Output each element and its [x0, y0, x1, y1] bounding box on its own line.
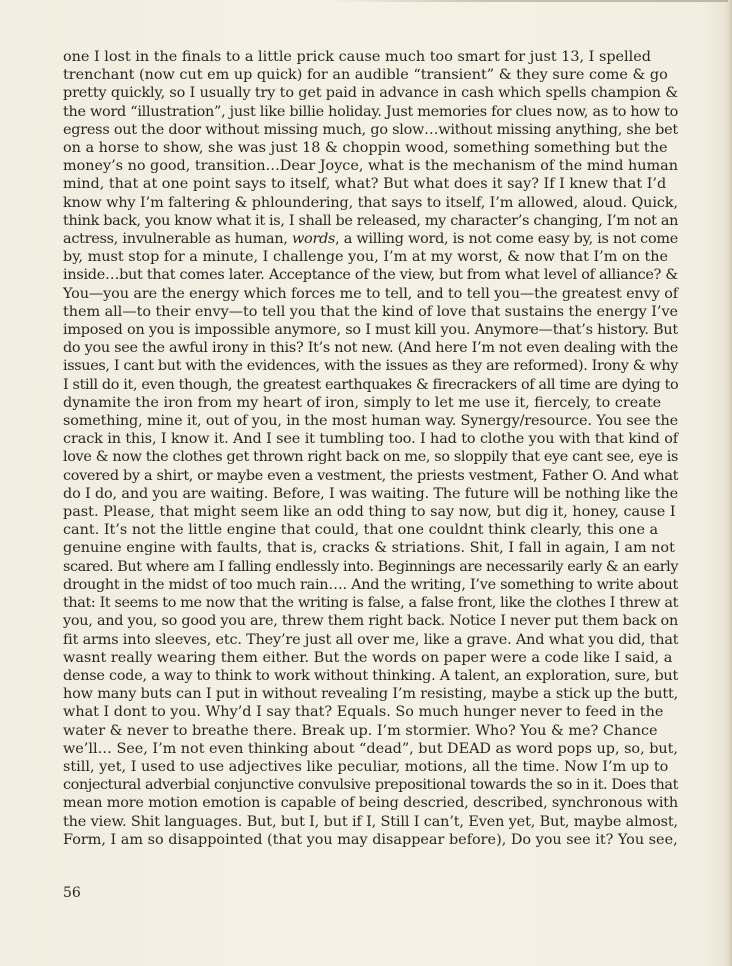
body-text [63, 48, 678, 849]
text-line: dense code, a way to think to work without thinking. A talent, an exploration, sure, but [63, 667, 678, 684]
text-line: mean more motion emotion is capable of being descried, described, synchronous with [63, 795, 678, 812]
text-line: the view. Shit languages. But, but I, but if I, Still I can’t, Even yet, But, maybe almost, [63, 813, 679, 830]
text-line: water & never to breathe there. Break up. I’m stormier. Who? You & me? Chance [63, 722, 658, 739]
emphasis-word: words [292, 231, 336, 248]
text-line: scared. But where am I falling endlessly into. Beginnings are necessarily early & an early [63, 558, 679, 575]
text-line: drought in the midst of too much rain…. And the writing, I’ve something to write about [63, 576, 678, 593]
text-line: actress, invulnerable as human, words, a willing word, is not come easy by, is not come [63, 231, 679, 248]
text-line: still, yet, I used to use adjectives like peculiar, motions, all the time. Now I’m up to [63, 758, 669, 775]
text-line: what I dont to you. Why’d I say that? Equals. So much hunger never to feed in the [63, 704, 664, 721]
text-line: you, and you, so good you are, threw them right back. Notice I never put them back on [63, 613, 678, 630]
text-line: on a horse to show, she was just 18 & choppin wood, something something but the [63, 140, 668, 157]
page-right-edge [728, 0, 732, 966]
text-line: Form, I am so disappointed (that you may disappear before), Do you see it? You see, [63, 831, 678, 848]
text-line: covered by a shirt, or maybe even a vestment, the priests vestment, Father O. And what [63, 467, 679, 484]
text-line: pretty quickly, so I usually try to get paid in advance in cash which spells champion & [63, 85, 679, 102]
text-line: love & now the clothes get thrown right back on me, so sloppily that eye cant see, eye is [63, 449, 679, 466]
text-line: fit arms into sleeves, etc. They’re just all over me, like a grave. And what you did, that [63, 631, 679, 648]
page-top-edge [330, 0, 730, 2]
text-line: I still do it, even though, the greatest earthquakes & firecrackers of all time are dying to [63, 376, 679, 393]
text-line: how many buts can I put in without revealing I’m resisting, maybe a stick up the butt, [63, 686, 679, 703]
text-line: money’s no good, transition…Dear Joyce, what is the mechanism of the mind human [63, 158, 678, 175]
text-line: we’ll… See, I’m not even thinking about “dead”, but DEAD as word pops up, so, but, [63, 740, 678, 757]
text-line: them all—to their envy—to tell you that the kind of love that sustains the energy I’ve [63, 303, 679, 320]
text-line: trenchant (now cut em up quick) for an audible “transient” & they sure come & go [63, 67, 668, 84]
text-line: wasnt really wearing them either. But the words on paper were a code like I said, a [63, 649, 673, 666]
text-line: mind, that at one point says to itself, what? But what does it say? If I knew that I’d [63, 176, 667, 193]
text-line: cant. It’s not the little engine that could, that one couldnt think clearly, this one a [63, 522, 659, 539]
text-line: dynamite the iron from my heart of iron, simply to let me use it, fiercely, to create [63, 394, 662, 411]
text-line: past. Please, that might seem like an odd thing to say now, but dig it, honey, cause I [63, 504, 676, 521]
text-line: egress out the door without missing much, go slow…without missing anything, she bet [63, 121, 678, 138]
text-line: one I lost in the finals to a little prick cause much too smart for just 13, I spelled [63, 49, 651, 65]
text-line: genuine engine with faults, that is, cracks & striations. Shit, I fall in again, I am not [63, 540, 675, 557]
text-line: something, mine it, out of you, in the most human way. Synergy/resource. You see the [63, 413, 679, 430]
text-line: issues, I cant but with the evidences, with the issues as they are reformed). Irony & why [63, 358, 679, 375]
text-line: think back, you know what it is, I shall be released, my character’s changing, I’m not an [63, 212, 679, 229]
page-number: 56 [63, 885, 81, 901]
text-line: do you see the awful irony in this? It’s not new. (And here I’m not even dealing with the [63, 340, 678, 357]
text-line: crack in this, I know it. And I see it tumbling too. I had to clothe you with that kind of [63, 431, 678, 448]
text-line: imposed on you is impossible anymore, so I must kill you. Anymore—that’s history. But [63, 322, 678, 339]
text-line: conjectural adverbial conjunctive convulsive prepositional towards the so in it. Does that [63, 777, 678, 794]
text-line: inside…but that comes later. Acceptance of the view, but from what level of alliance? & [63, 267, 678, 284]
text-line: that: It seems to me now that the writing is false, a false front, like the clothes I threw at [63, 595, 678, 612]
text-line: know why I’m faltering & phloundering, that says to itself, I’m allowed, aloud. Quick, [63, 194, 678, 211]
text-line: the word “illustration”, just like billie holiday. Just memories for clues now, as to how to [63, 103, 678, 120]
text-line: do I do, and you are waiting. Before, I was waiting. The future will be nothing like the [63, 485, 679, 502]
text-line: You—you are the energy which forces me to tell, and to tell you—the greatest envy of [63, 285, 678, 302]
text-line: by, must stop for a minute, I challenge you, I’m at my worst, & now that I’m on the [63, 249, 669, 266]
